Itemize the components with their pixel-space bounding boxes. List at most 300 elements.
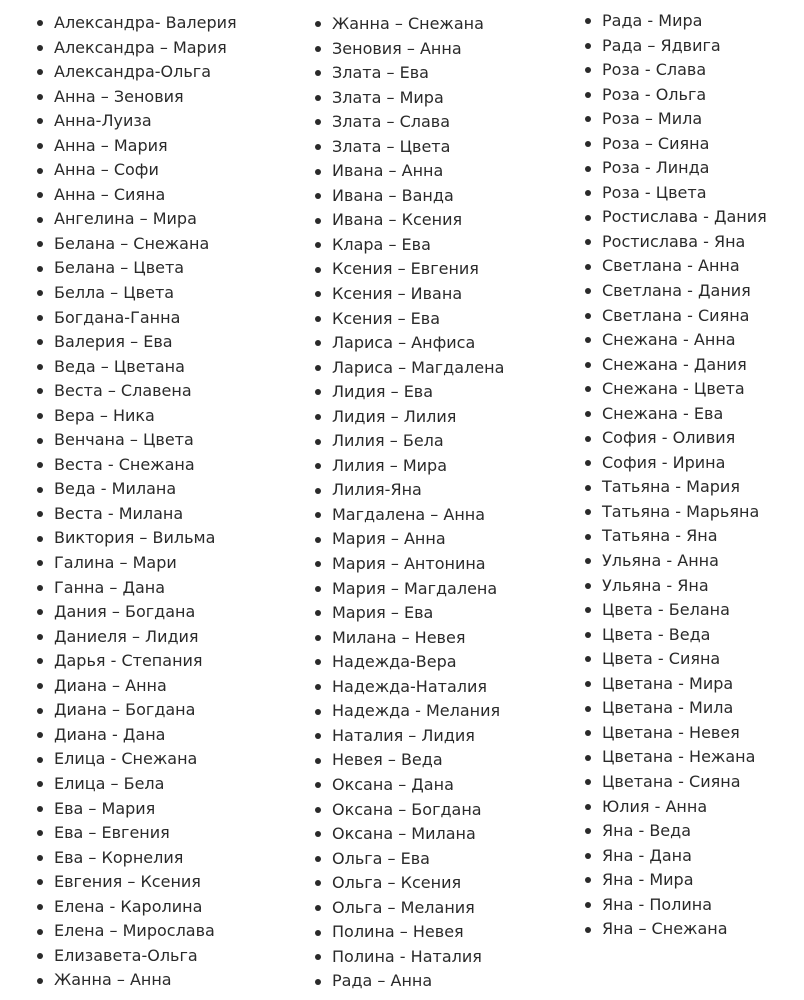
list-item <box>314 86 504 111</box>
bullet-icon <box>37 830 43 836</box>
list-item <box>314 454 504 479</box>
bullet-icon <box>585 632 591 638</box>
name-pair-text: Анна-Луиза <box>54 111 152 131</box>
list-item <box>36 60 237 85</box>
bullet-icon <box>585 706 591 712</box>
list-item <box>584 402 767 427</box>
bullet-icon <box>37 953 43 959</box>
bullet-icon <box>315 512 321 518</box>
bullet-icon <box>315 488 321 494</box>
bullet-icon <box>37 806 43 812</box>
name-pair-text: Мария – Ева <box>332 603 434 623</box>
bullet-icon <box>315 95 321 101</box>
name-pair-text: Цветана - Мира <box>602 673 734 693</box>
bullet-icon <box>315 930 321 936</box>
name-pair-text: Лариса – Анфиса <box>332 333 476 353</box>
list-item <box>584 672 767 697</box>
bullet-icon <box>315 340 321 346</box>
list-item <box>36 747 237 772</box>
list-item <box>584 524 767 549</box>
name-pair-text: Оксана – Милана <box>332 824 476 844</box>
list-item <box>36 576 237 601</box>
name-pair-text: Лариса – Магдалена <box>332 357 505 377</box>
bullet-icon <box>585 779 591 785</box>
name-pair-text: Елица – Бела <box>54 773 165 793</box>
name-pair-text: Юлия - Анна <box>602 796 708 816</box>
bullet-icon <box>37 143 43 149</box>
bullet-icon <box>315 463 321 469</box>
list-item <box>36 919 237 944</box>
bullet-icon <box>37 241 43 247</box>
name-pair-text: Анна – Зеновия <box>54 86 184 106</box>
bullet-icon <box>585 436 591 442</box>
list-item <box>314 233 504 258</box>
names-column-3 <box>584 9 767 942</box>
list-item <box>584 475 767 500</box>
list-item <box>314 675 504 700</box>
name-pair-text: Роза - Цвета <box>602 182 707 202</box>
bullet-icon <box>37 388 43 394</box>
name-pair-text: Снежана - Анна <box>602 330 736 350</box>
bullet-icon <box>37 192 43 198</box>
name-pair-text: Ксения – Ева <box>332 308 440 328</box>
list-item <box>36 502 237 527</box>
name-pair-text: Валерия – Ева <box>54 332 173 352</box>
bullet-icon <box>37 266 43 272</box>
bullet-icon <box>585 264 591 270</box>
list-item <box>314 798 504 823</box>
bullet-icon <box>585 190 591 196</box>
bullet-icon <box>37 560 43 566</box>
list-item <box>584 721 767 746</box>
bullet-icon <box>585 730 591 736</box>
name-pair-text: Надежда-Вера <box>332 652 457 672</box>
list-item <box>314 356 504 381</box>
list-item <box>314 307 504 332</box>
list-item <box>36 674 237 699</box>
name-pair-text: Виктория – Вильма <box>54 528 216 548</box>
list-item <box>584 893 767 918</box>
list-item <box>314 601 504 626</box>
list-item <box>36 404 237 429</box>
name-pair-text: Анна – Сияна <box>54 184 166 204</box>
list-item <box>314 699 504 724</box>
name-pair-text: Мария – Магдалена <box>332 578 498 598</box>
name-pair-text: Мария – Антонина <box>332 554 486 574</box>
name-pair-text: Злата – Слава <box>332 112 451 132</box>
name-pair-text: Татьяна - Яна <box>602 526 718 546</box>
list-item <box>36 281 237 306</box>
list-item <box>314 478 504 503</box>
name-pair-text: Диана - Дана <box>54 724 166 744</box>
list-item <box>314 552 504 577</box>
bullet-icon <box>315 856 321 862</box>
name-pair-text: Диана – Анна <box>54 675 167 695</box>
list-item <box>584 304 767 329</box>
name-pair-text: Милана – Невея <box>332 627 466 647</box>
bullet-icon <box>37 732 43 738</box>
list-item <box>584 451 767 476</box>
name-pair-text: Ева – Евгения <box>54 823 170 843</box>
name-pair-text: Рада - Мира <box>602 11 703 30</box>
bullet-icon <box>315 169 321 175</box>
bullet-icon <box>37 634 43 640</box>
list-item <box>36 870 237 895</box>
list-item <box>584 574 767 599</box>
bullet-icon <box>37 290 43 296</box>
list-item <box>36 895 237 920</box>
name-pair-text: Веста - Милана <box>54 503 184 523</box>
bullet-icon <box>585 534 591 540</box>
bullet-icon <box>37 781 43 787</box>
bullet-icon <box>585 215 591 221</box>
bullet-icon <box>315 610 321 616</box>
bullet-icon <box>37 683 43 689</box>
list-item <box>584 156 767 181</box>
name-pair-text: Снежана - Ева <box>602 403 724 423</box>
list-item <box>584 426 767 451</box>
list-item <box>36 85 237 110</box>
list-item <box>584 181 767 206</box>
name-pair-text: Яна – Снежана <box>602 919 728 939</box>
name-pair-text: Злата – Ева <box>332 63 429 83</box>
name-pair-text: Мария – Анна <box>332 529 446 549</box>
list-item <box>314 110 504 135</box>
list-item <box>584 34 767 59</box>
list-item <box>314 208 504 233</box>
name-pair-text: Снежана - Дания <box>602 354 747 374</box>
name-pair-text: Роза – Сияна <box>602 133 710 153</box>
list-item <box>314 405 504 430</box>
list-item <box>584 696 767 721</box>
bullet-icon <box>585 116 591 122</box>
name-pair-text: Богдана-Ганна <box>54 307 181 327</box>
name-pair-text: Яна - Мира <box>602 870 694 890</box>
bullet-icon <box>315 782 321 788</box>
bullet-icon <box>37 658 43 664</box>
name-pair-text: Наталия – Лидия <box>332 725 475 745</box>
list-item <box>36 355 237 380</box>
list-item <box>36 379 237 404</box>
list-item <box>584 328 767 353</box>
name-pair-text: Елена - Каролина <box>54 896 203 916</box>
bullet-icon <box>585 902 591 908</box>
bullet-icon <box>585 18 591 24</box>
bullet-icon <box>37 69 43 75</box>
list-item <box>36 232 237 257</box>
bullet-icon <box>585 411 591 417</box>
name-pair-text: Ростислава - Яна <box>602 231 746 251</box>
bullet-icon <box>315 880 321 886</box>
name-pair-text: Полина – Невея <box>332 922 464 942</box>
bullet-icon <box>37 609 43 615</box>
bullet-icon <box>315 119 321 125</box>
list-item <box>314 282 504 307</box>
bullet-icon <box>37 536 43 542</box>
bullet-icon <box>585 362 591 368</box>
bullet-icon <box>315 733 321 739</box>
name-pair-text: Жанна – Снежана <box>332 14 484 33</box>
names-column-2 <box>314 12 504 994</box>
bullet-icon <box>585 853 591 859</box>
bullet-icon <box>37 45 43 51</box>
bullet-icon <box>37 94 43 100</box>
bullet-icon <box>585 828 591 834</box>
list-item <box>314 871 504 896</box>
name-pair-text: Елена – Мирослава <box>54 921 215 941</box>
name-pair-text: Рада – Ядвига <box>602 35 721 55</box>
list-item <box>314 527 504 552</box>
name-pair-text: Ивана – Анна <box>332 161 444 181</box>
bullet-icon <box>315 831 321 837</box>
bullet-icon <box>315 659 321 665</box>
bullet-icon <box>37 217 43 223</box>
name-pair-text: Роза – Мила <box>602 109 703 129</box>
name-pair-text: Злата – Цвета <box>332 136 451 156</box>
name-pair-text: Александра-Ольга <box>54 62 211 82</box>
list-item <box>314 920 504 945</box>
list-item <box>314 429 504 454</box>
name-pair-text: Полина - Наталия <box>332 946 482 966</box>
name-pair-text: Белана – Снежана <box>54 233 210 253</box>
name-pair-text: Жанна – Анна <box>54 970 172 990</box>
name-pair-text: Цветана - Сияна <box>602 771 741 791</box>
name-pair-text: София - Оливия <box>602 428 736 448</box>
bullet-icon <box>315 291 321 297</box>
bullet-icon <box>37 585 43 591</box>
bullet-icon <box>315 46 321 52</box>
name-pair-text: Евгения – Ксения <box>54 872 201 892</box>
name-pair-text: Рада – Анна <box>332 971 433 991</box>
list-item <box>584 254 767 279</box>
name-pair-text: Татьяна - Марьяна <box>602 501 760 521</box>
list-item <box>314 896 504 921</box>
name-pair-text: Ксения – Ивана <box>332 284 463 304</box>
list-item <box>314 945 504 970</box>
list-item <box>36 698 237 723</box>
name-pair-text: Дания – Богдана <box>54 602 196 622</box>
name-pair-text: Цветана - Нежана <box>602 747 756 767</box>
list-item <box>584 230 767 255</box>
name-pair-text: Оксана – Дана <box>332 774 454 794</box>
list-item <box>584 770 767 795</box>
list-item <box>584 819 767 844</box>
bullet-icon <box>315 954 321 960</box>
bullet-icon <box>585 755 591 761</box>
list-item <box>314 380 504 405</box>
bullet-icon <box>585 509 591 515</box>
list-item <box>314 331 504 356</box>
bullet-icon <box>315 193 321 199</box>
bullet-icon <box>37 511 43 517</box>
bullet-icon <box>315 70 321 76</box>
bullet-icon <box>315 389 321 395</box>
bullet-icon <box>37 708 43 714</box>
bullet-icon <box>315 218 321 224</box>
bullet-icon <box>315 242 321 248</box>
name-pair-text: Диана – Богдана <box>54 700 196 720</box>
name-pair-text: Лилия – Мира <box>332 455 448 475</box>
name-pair-text: Клара – Ева <box>332 234 431 254</box>
bullet-icon <box>37 413 43 419</box>
name-pair-text: Даниеля – Лидия <box>54 626 199 646</box>
list-item <box>314 773 504 798</box>
list-item <box>36 649 237 674</box>
list-item <box>36 330 237 355</box>
list-item <box>584 353 767 378</box>
list-item <box>584 745 767 770</box>
name-pair-text: Лидия – Лилия <box>332 406 457 426</box>
bullet-icon <box>585 485 591 491</box>
bullet-icon <box>315 635 321 641</box>
name-pair-text: Ангелина – Мира <box>54 209 197 229</box>
list-item <box>36 968 237 993</box>
list-item <box>584 795 767 820</box>
name-pair-text: Ева – Корнелия <box>54 847 184 867</box>
name-pair-text: Ивана – Ванда <box>332 185 454 205</box>
list-item <box>584 917 767 942</box>
list-item <box>36 797 237 822</box>
name-pair-text: Цвета - Сияна <box>602 649 721 669</box>
list-item <box>36 477 237 502</box>
name-pair-text: Александра – Мария <box>54 37 227 57</box>
name-pair-text: Оксана – Богдана <box>332 799 482 819</box>
bullet-icon <box>37 978 43 984</box>
name-pair-text: Зеновия – Анна <box>332 38 462 58</box>
bullet-icon <box>37 462 43 468</box>
name-pair-text: Роза - Ольга <box>602 84 707 104</box>
name-pair-text: Яна - Полина <box>602 894 713 914</box>
list-item <box>314 650 504 675</box>
bullet-icon <box>315 684 321 690</box>
list-item <box>314 626 504 651</box>
bullet-icon <box>315 21 321 27</box>
name-pair-text: Веста - Снежана <box>54 454 195 474</box>
name-pair-text: Магдалена – Анна <box>332 504 486 524</box>
name-pair-text: Веда - Милана <box>54 479 177 499</box>
bullet-icon <box>37 315 43 321</box>
bullet-icon <box>37 118 43 124</box>
bullet-icon <box>315 807 321 813</box>
list-item <box>36 207 237 232</box>
list-item <box>314 822 504 847</box>
name-pair-text: Дарья - Степания <box>54 651 203 671</box>
name-pair-text: Ульяна - Анна <box>602 551 719 571</box>
list-item <box>36 846 237 871</box>
list-item <box>36 551 237 576</box>
list-item <box>36 134 237 159</box>
bullet-icon <box>585 460 591 466</box>
bullet-icon <box>315 905 321 911</box>
bullet-icon <box>315 439 321 445</box>
name-pair-text: Роза - Слава <box>602 60 707 80</box>
name-pair-text: Веда – Цветана <box>54 356 185 376</box>
name-pair-text: Снежана - Цвета <box>602 379 745 399</box>
bullet-icon <box>585 927 591 933</box>
bullet-icon <box>585 166 591 172</box>
name-pair-text: Ольга – Ева <box>332 848 430 868</box>
list-item <box>584 868 767 893</box>
list-item <box>584 377 767 402</box>
list-item <box>314 748 504 773</box>
list-item <box>36 821 237 846</box>
name-pair-text: Ивана – Ксения <box>332 210 463 230</box>
bullet-icon <box>37 20 43 26</box>
name-pair-text: Ростислава - Дания <box>602 207 767 227</box>
name-pair-text: Елизавета-Ольга <box>54 945 198 965</box>
name-pair-text: Ольга – Ксения <box>332 873 462 893</box>
bullet-icon <box>585 141 591 147</box>
list-item <box>314 135 504 160</box>
bullet-icon <box>37 904 43 910</box>
bullet-icon <box>315 537 321 543</box>
bullet-icon <box>585 681 591 687</box>
list-item <box>314 503 504 528</box>
name-pair-text: Татьяна - Мария <box>602 477 740 497</box>
list-item <box>314 184 504 209</box>
bullet-icon <box>585 607 591 613</box>
name-pair-text: Цветана - Мила <box>602 698 734 718</box>
bullet-icon <box>315 316 321 322</box>
list-item <box>314 969 504 994</box>
name-pair-text: Елица - Снежана <box>54 749 198 769</box>
bullet-icon <box>315 414 321 420</box>
name-pair-text: Невея – Веда <box>332 750 443 770</box>
bullet-icon <box>585 583 591 589</box>
bullet-icon <box>315 709 321 715</box>
name-pair-text: Ева – Мария <box>54 798 156 818</box>
list-item <box>36 944 237 969</box>
bullet-icon <box>585 288 591 294</box>
bullet-icon <box>37 438 43 444</box>
bullet-icon <box>585 804 591 810</box>
bullet-icon <box>585 386 591 392</box>
name-pair-text: Яна - Веда <box>602 821 692 841</box>
name-pair-text: Лилия – Бела <box>332 431 444 451</box>
name-pair-text: Ганна – Дана <box>54 577 166 597</box>
bullet-icon <box>315 758 321 764</box>
name-pair-text: Светлана - Дания <box>602 281 751 301</box>
list-item <box>36 625 237 650</box>
list-item <box>36 158 237 183</box>
bullet-icon <box>585 313 591 319</box>
name-pair-text: Ксения – Евгения <box>332 259 479 279</box>
name-pair-text: Ольга – Мелания <box>332 897 475 917</box>
list-item <box>584 9 767 34</box>
name-pair-text: Светлана - Сияна <box>602 305 750 325</box>
list-item <box>584 647 767 672</box>
bullet-icon <box>37 929 43 935</box>
bullet-icon <box>315 561 321 567</box>
bullet-icon <box>37 757 43 763</box>
bullet-icon <box>37 879 43 885</box>
list-item <box>314 724 504 749</box>
name-pair-text: Цвета - Белана <box>602 600 730 620</box>
name-pair-text: Белла – Цвета <box>54 283 175 303</box>
list-item <box>36 772 237 797</box>
list-item <box>584 549 767 574</box>
list-item <box>36 11 237 36</box>
bullet-icon <box>585 656 591 662</box>
list-item <box>584 500 767 525</box>
bullet-icon <box>37 339 43 345</box>
list-item <box>36 600 237 625</box>
bullet-icon <box>37 855 43 861</box>
list-item <box>36 256 237 281</box>
bullet-icon <box>315 979 321 985</box>
list-item <box>36 453 237 478</box>
name-pair-text: Анна – Софи <box>54 160 159 180</box>
